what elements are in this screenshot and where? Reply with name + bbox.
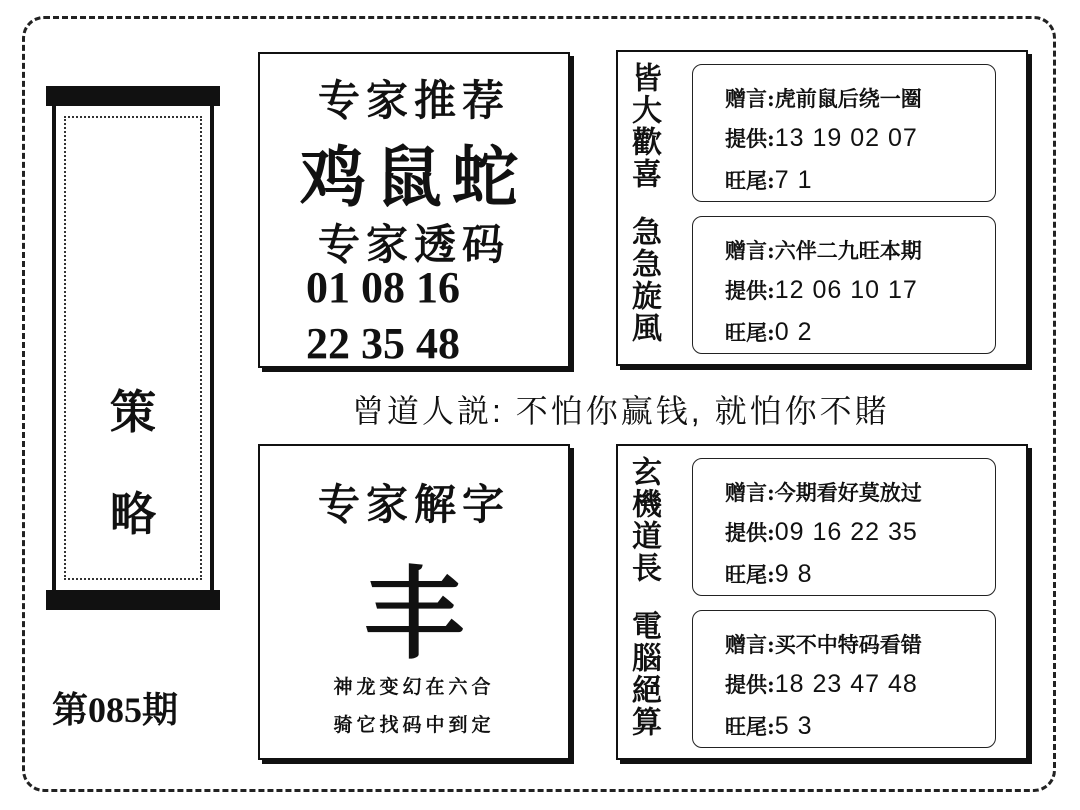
tail-label: 旺尾: xyxy=(725,168,775,193)
tail-line xyxy=(725,165,813,195)
gift-label: 赠言: xyxy=(725,632,775,657)
expert-recommend-panel xyxy=(258,52,570,368)
provide-numbers: 18 23 47 48 xyxy=(774,670,918,698)
tail-numbers: 5 3 xyxy=(774,712,813,740)
poem-line-2: 骑它找码中到定 xyxy=(333,714,495,736)
motto-text: 曾道人説: 不怕你赢钱, 就怕你不賭 xyxy=(352,393,890,429)
gift-label: 赠言: xyxy=(725,86,775,111)
provide-label: 提供: xyxy=(725,278,775,303)
zodiac-recommendation: 鸡鼠蛇 xyxy=(300,138,528,216)
provide-label: 提供: xyxy=(725,126,775,151)
scroll-paper xyxy=(52,106,214,590)
right-bottom-panel xyxy=(616,444,1028,760)
tail-label: 旺尾: xyxy=(725,714,775,739)
gift-line xyxy=(725,83,922,113)
vertical-label-2: 急急旋風 xyxy=(626,216,661,344)
provide-line xyxy=(725,517,918,547)
tip-card-1 xyxy=(692,64,996,202)
expert-numbers-line-1: 01 08 16 xyxy=(306,263,460,312)
provide-line xyxy=(725,669,918,699)
expert-decode-panel xyxy=(258,444,570,760)
tail-line xyxy=(725,559,813,589)
tail-numbers: 0 2 xyxy=(774,318,813,346)
tip-card-4 xyxy=(692,610,996,748)
tail-label: 旺尾: xyxy=(725,320,775,345)
scroll-char-1: 策 xyxy=(110,385,156,439)
expert-recommend-title: 专家推荐 xyxy=(317,76,510,125)
tail-line xyxy=(725,317,813,347)
tail-line xyxy=(725,711,813,741)
expert-numbers-line-2: 22 35 48 xyxy=(306,319,460,368)
tail-numbers: 9 8 xyxy=(774,560,813,588)
expert-decode-title: 专家解字 xyxy=(317,480,510,529)
right-top-panel xyxy=(616,50,1028,366)
provide-label: 提供: xyxy=(725,520,775,545)
tail-label: 旺尾: xyxy=(725,562,775,587)
tip-card-3 xyxy=(692,458,996,596)
gift-line xyxy=(725,629,922,659)
gift-text: 买不中特码看错 xyxy=(774,632,922,657)
gift-text: 今期看好莫放过 xyxy=(774,480,922,505)
decode-character: 丰 xyxy=(364,555,464,673)
vertical-label-3: 玄機道長 xyxy=(626,456,661,584)
issue-number: 第085期 xyxy=(52,690,179,730)
tip-card-2 xyxy=(692,216,996,354)
vertical-label-4: 電腦絕算 xyxy=(626,610,661,738)
scroll-banner xyxy=(46,86,220,610)
provide-numbers: 09 16 22 35 xyxy=(774,518,918,546)
provide-line xyxy=(725,123,918,153)
gift-line xyxy=(725,477,922,507)
vertical-label-1: 皆大歡喜 xyxy=(626,62,661,190)
provide-numbers: 13 19 02 07 xyxy=(774,124,918,152)
provide-numbers: 12 06 10 17 xyxy=(774,276,918,304)
gift-label: 赠言: xyxy=(725,480,775,505)
provide-line xyxy=(725,275,918,305)
scroll-top-roller xyxy=(46,86,220,106)
expert-numbers-title: 专家透码 xyxy=(317,220,510,269)
gift-text: 六伴二九旺本期 xyxy=(774,238,922,263)
gift-line xyxy=(725,235,922,265)
scroll-bottom-roller xyxy=(46,590,220,610)
tail-numbers: 7 1 xyxy=(774,166,813,194)
gift-label: 赠言: xyxy=(725,238,775,263)
poem-line-1: 神龙变幻在六合 xyxy=(333,676,495,698)
scroll-char-2: 略 xyxy=(110,487,156,541)
gift-text: 虎前鼠后绕一圈 xyxy=(774,86,922,111)
provide-label: 提供: xyxy=(725,672,775,697)
